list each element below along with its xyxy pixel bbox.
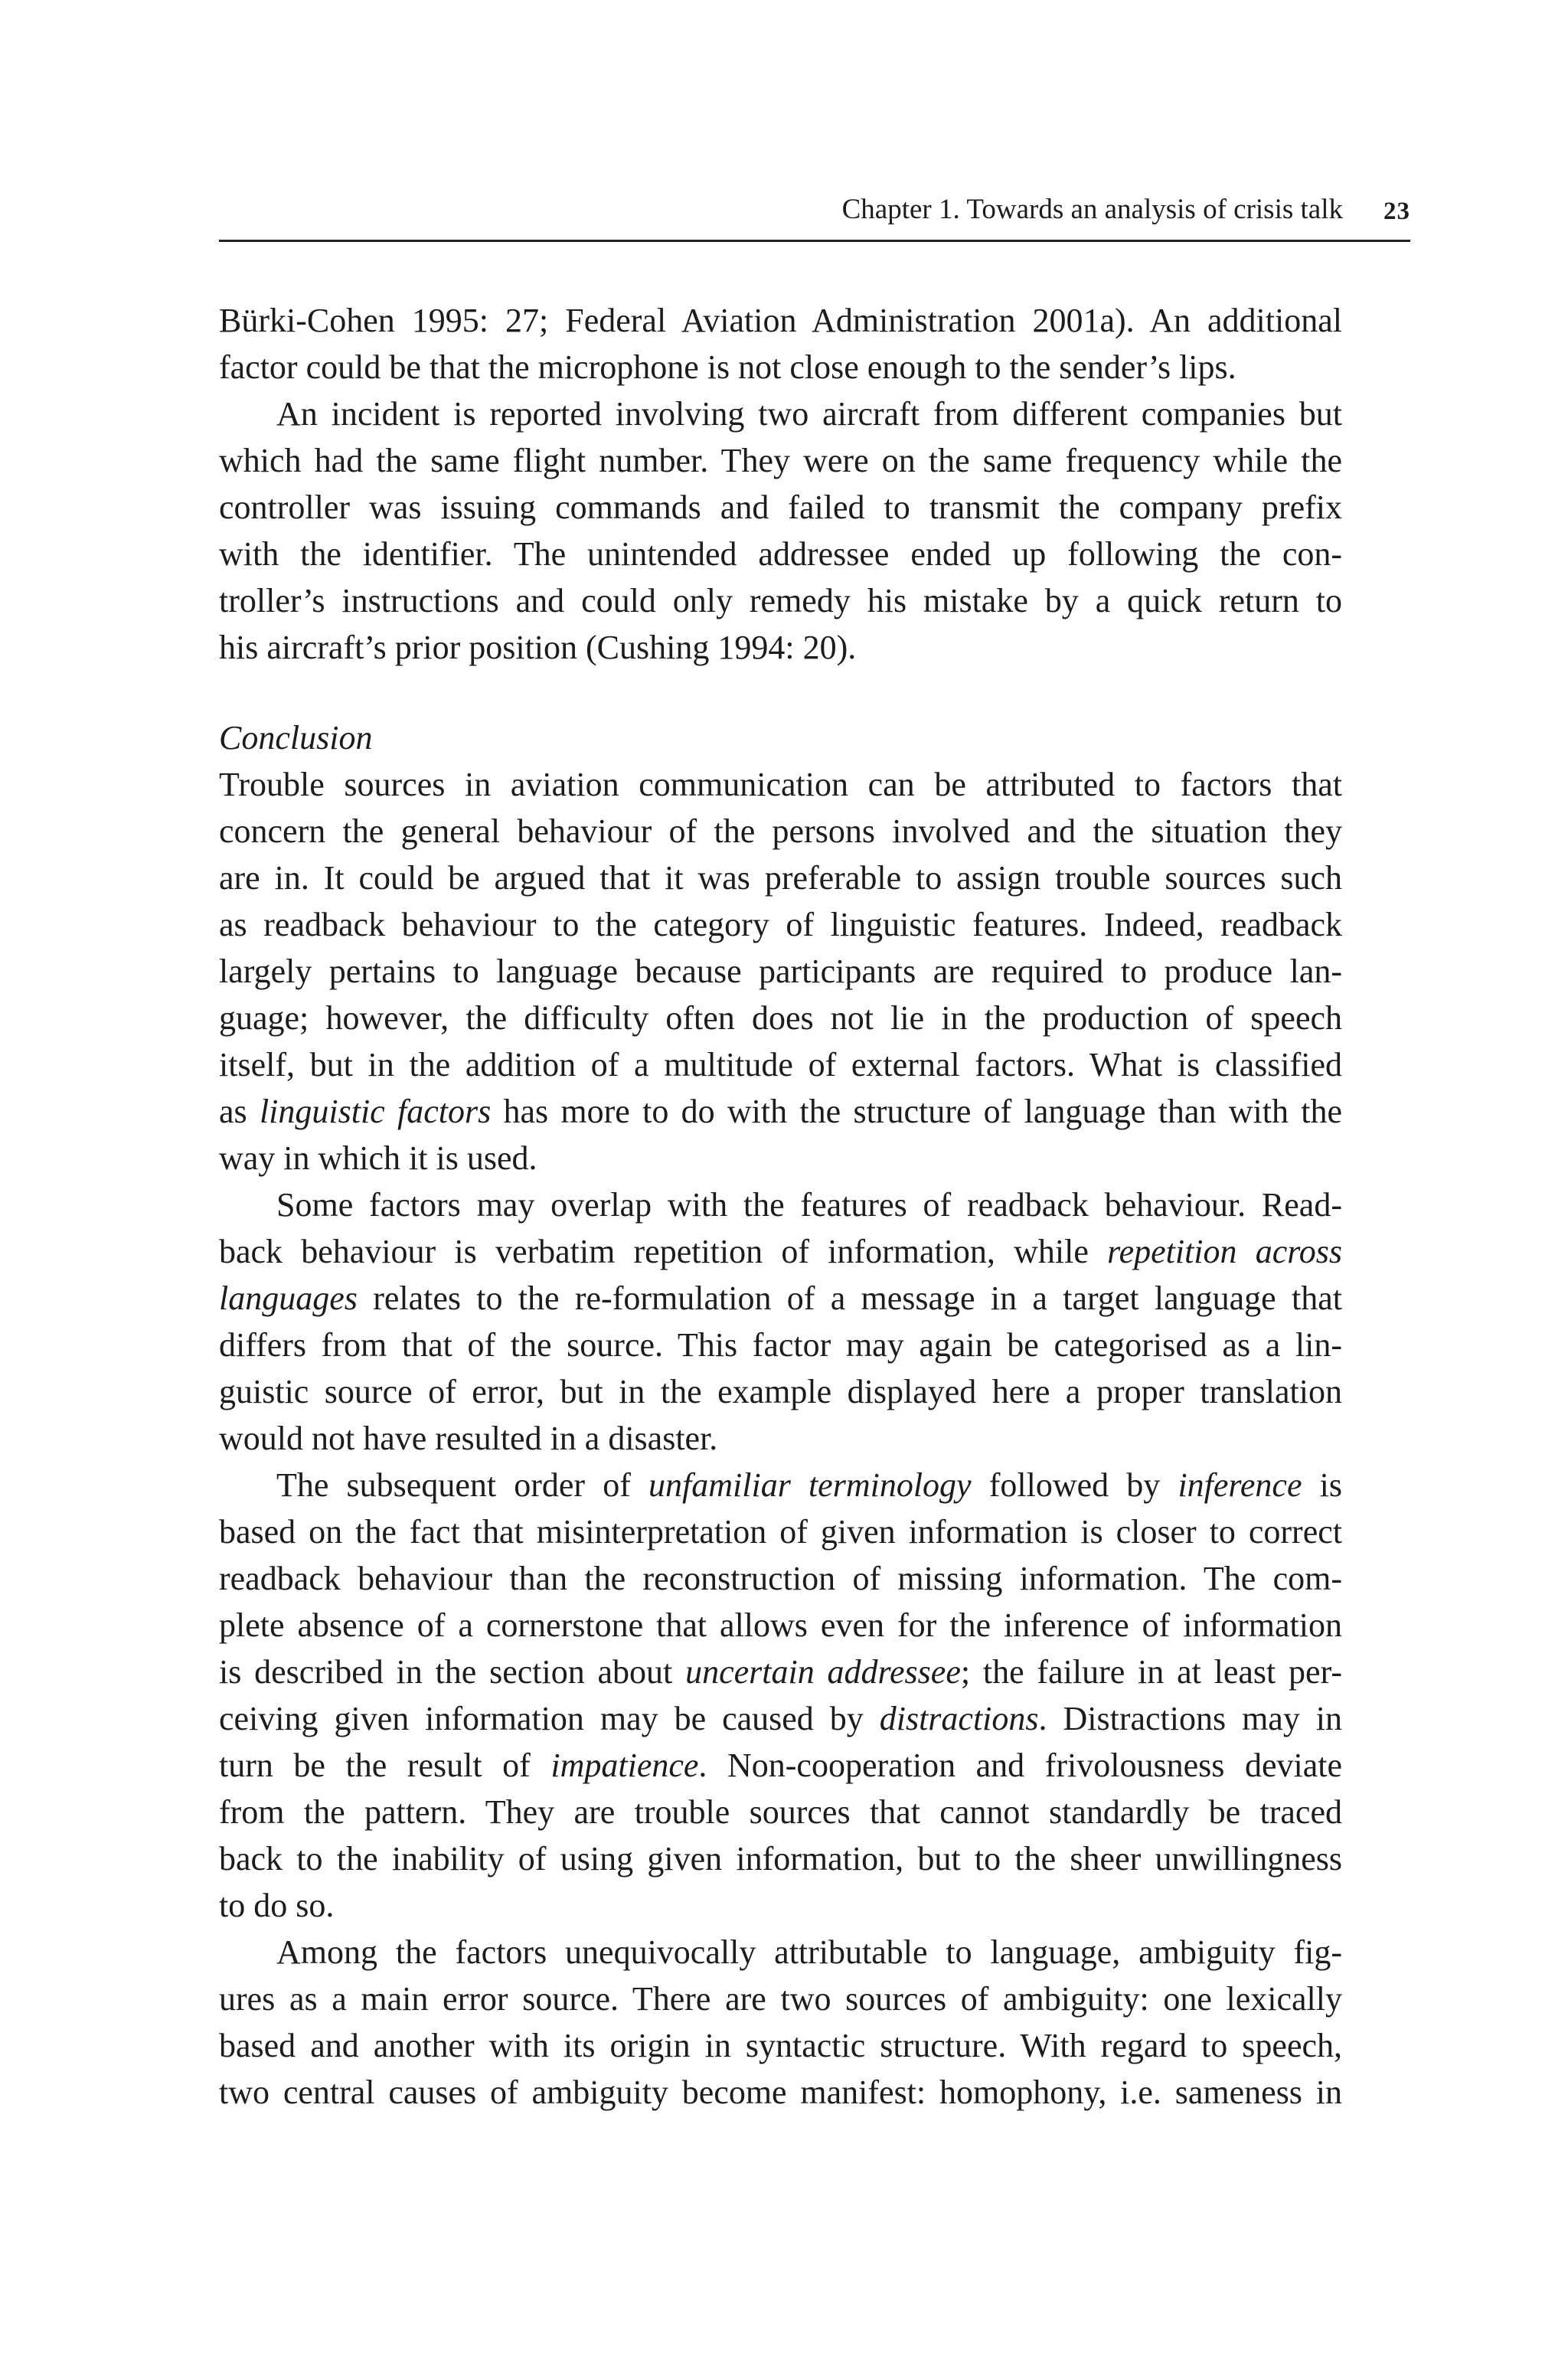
text-line: guage; however, the difficulty often does not lie in the production of speech — [219, 999, 1342, 1037]
text-line: largely pertains to language because participants are required to produce lan- — [219, 953, 1342, 990]
text-line: troller’s instructions and could only remedy his mistake by a quick return to — [219, 582, 1342, 619]
running-head: Chapter 1. Towards an analysis of crisis talk — [841, 194, 1343, 225]
italic-term: unfamiliar terminology — [648, 1466, 972, 1504]
text-line: way in which it is used. — [219, 1139, 537, 1177]
italic-term: linguistic factors — [259, 1093, 492, 1130]
text-line: Trouble sources in aviation communication can be attributed to factors that — [219, 766, 1342, 803]
page-header — [219, 187, 1410, 242]
page-number: 23 — [1383, 198, 1410, 225]
text-line: back to the inability of using given information, but to the sheer unwillingness — [219, 1840, 1342, 1877]
text-line: which had the same flight number. They were on the same frequency while the — [219, 442, 1342, 479]
text-line: concern the general behaviour of the persons involved and the situation they — [219, 812, 1342, 850]
text-line: as linguistic factors has more to do with the structure of language than with the — [219, 1093, 1342, 1130]
italic-term: repetition across — [1107, 1233, 1342, 1270]
italic-term: distractions — [879, 1700, 1039, 1737]
text-line: plete absence of a cornerstone that allows even for the inference of information — [219, 1606, 1342, 1644]
text-line: are in. It could be argued that it was preferable to assign trouble sources such — [219, 859, 1342, 897]
text-line: guistic source of error, but in the example displayed here a proper translation — [219, 1373, 1342, 1410]
text-line: would not have resulted in a disaster. — [219, 1420, 718, 1457]
text-line: based on the fact that misinterpretation of given information is closer to correct — [219, 1513, 1342, 1551]
section-heading: Conclusion — [219, 719, 373, 757]
text-line: his aircraft’s prior position (Cushing 1994: 20). — [219, 629, 857, 666]
text-line: two central causes of ambiguity become manifest: homophony, i.e. sameness in — [219, 2074, 1342, 2111]
text-line: is described in the section about uncertain addressee; the failure in at least per- — [219, 1653, 1342, 1691]
text-line: differs from that of the source. This factor may again be categorised as a lin- — [219, 1326, 1342, 1364]
text-line: as readback behaviour to the category of linguistic features. Indeed, readback — [219, 906, 1342, 943]
text-line: Among the factors unequivocally attributable to language, ambiguity fig- — [276, 1933, 1342, 1971]
text-line: The subsequent order of unfamiliar terminology followed by inference is — [276, 1466, 1342, 1504]
italic-term: uncertain addressee — [685, 1653, 961, 1691]
text-line: ures as a main error source. There are two sources of ambiguity: one lexically — [219, 1980, 1342, 2018]
text-line: to do so. — [219, 1887, 335, 1924]
body-text — [219, 297, 1342, 2116]
text-line: back behaviour is verbatim repetition of information, while repetition across — [219, 1233, 1342, 1270]
text-line: controller was issuing commands and failed to transmit the company prefix — [219, 489, 1342, 526]
text-line: readback behaviour than the reconstruction of missing information. The com- — [219, 1560, 1342, 1597]
text-line: Some factors may overlap with the features of readback behaviour. Read- — [276, 1186, 1342, 1224]
text-line: with the identifier. The unintended addressee ended up following the con- — [219, 535, 1342, 573]
italic-term: languages — [219, 1279, 358, 1317]
text-line: itself, but in the addition of a multitude of external factors. What is classified — [219, 1046, 1342, 1083]
text-line: from the pattern. They are trouble sources that cannot standardly be traced — [219, 1793, 1342, 1831]
text-line: ceiving given information may be caused by distractions. Distractions may in — [219, 1700, 1343, 1737]
text-line: factor could be that the microphone is not close enough to the sender’s lips. — [219, 348, 1236, 386]
text-line: Bürki-Cohen 1995: 27; Federal Aviation Administration 2001a). An additional — [219, 302, 1342, 339]
italic-term: impatience — [550, 1747, 699, 1784]
section-gap — [219, 671, 1342, 714]
text-line: languages relates to the re-formulation of a message in a target language that — [219, 1279, 1342, 1317]
text-line: turn be the result of impatience. Non-cooperation and frivolousness deviate — [219, 1747, 1342, 1784]
italic-term: inference — [1178, 1466, 1302, 1504]
text-line: An incident is reported involving two aircraft from different companies but — [276, 395, 1342, 433]
text-line: based and another with its origin in syntactic structure. With regard to speech, — [219, 2027, 1342, 2064]
